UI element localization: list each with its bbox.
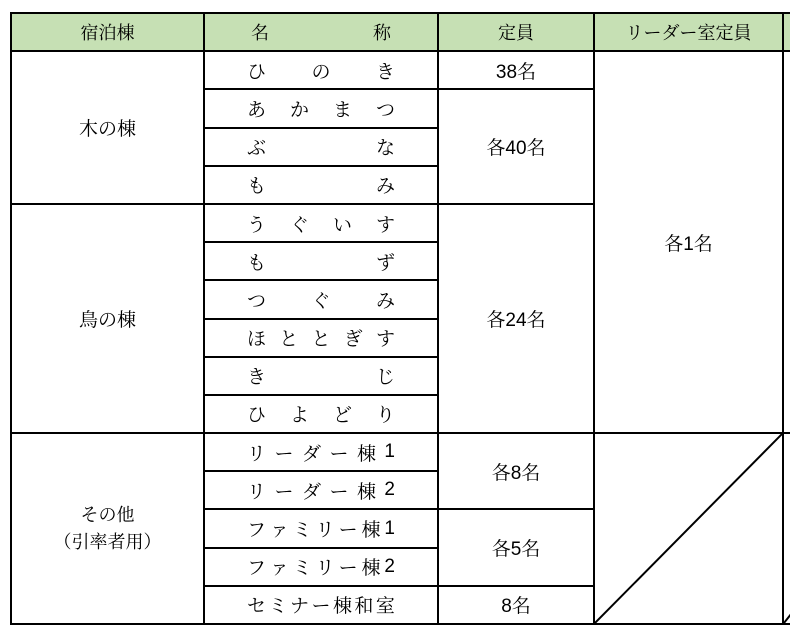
building-bird-cell: 鳥の棟 (11, 204, 204, 433)
header-name-text: 名 称 (251, 23, 391, 44)
header-row (11, 13, 790, 51)
building-other-cell (11, 433, 204, 624)
capacity-cell-family-bldgs: 各5名 (438, 509, 594, 585)
room-name-cell (204, 357, 438, 395)
room-name-leader1: リ ー ダ ー 棟 1 (247, 441, 395, 465)
room-name-family2: フ ァ ミ リ ー 棟 2 (247, 555, 395, 580)
building-other-label (12, 502, 203, 554)
room-name-cell (204, 433, 438, 471)
room-name-cell (204, 128, 438, 166)
capacity-cell-seminar: 8名 (438, 586, 594, 624)
room-name-kiji: き じ (247, 367, 395, 389)
header-leader-room-capacity: リーダー室定員 (594, 13, 783, 51)
room-name-cell (204, 204, 438, 242)
table-row (11, 51, 790, 89)
cropped-next-column-empty-cell (783, 433, 790, 624)
capacity-cell-hinoki: 38名 (438, 51, 594, 89)
diagonal-slash-icon (595, 434, 782, 623)
room-name-momi: も み (247, 176, 395, 198)
cropped-next-column-header (783, 13, 790, 51)
room-name-cell (204, 471, 438, 509)
room-name-hototogisu: ほ と と ぎ す (247, 329, 395, 351)
capacity-cell-leader-bldgs: 各8名 (438, 433, 594, 509)
table-row (11, 433, 790, 471)
room-name-akamatsu: あ か ま つ (247, 99, 395, 121)
room-name-cell (204, 51, 438, 89)
building-other-line2: （引率者用） (53, 531, 162, 552)
room-name-leader2: リ ー ダ ー 棟 2 (247, 479, 395, 503)
room-name-cell (204, 509, 438, 547)
room-name-cell (204, 319, 438, 357)
room-name-uguisu: う ぐ い す (247, 214, 395, 236)
header-building: 宿泊棟 (11, 13, 204, 51)
room-name-cell (204, 166, 438, 204)
room-name-cell (204, 586, 438, 624)
room-name-family1: フ ァ ミ リ ー 棟 1 (247, 517, 395, 542)
header-capacity: 定員 (438, 13, 594, 51)
room-name-cell (204, 395, 438, 433)
leader-room-capacity-empty-cell (594, 433, 783, 624)
accommodation-table (10, 12, 790, 625)
diagonal-slash-stub-icon (784, 434, 790, 623)
building-wood-cell: 木の棟 (11, 51, 204, 204)
room-name-hinoki: ひ の き (247, 61, 395, 83)
cropped-next-column-body (783, 51, 790, 433)
capacity-cell-wood-others: 各40名 (438, 89, 594, 204)
room-name-hiyodori: ひ よ ど り (247, 405, 395, 427)
room-name-cell (204, 89, 438, 127)
room-name-seminar: セ ミ ナ ー 棟 和 室 (247, 596, 395, 618)
room-name-buna: ぶ な (247, 138, 395, 160)
capacity-cell-bird-all: 各24名 (438, 204, 594, 433)
room-name-tsugumi: つ ぐ み (247, 290, 395, 312)
building-other-line1: その他 (80, 505, 135, 526)
room-name-cell (204, 280, 438, 318)
room-name-cell (204, 548, 438, 586)
room-name-cell (204, 242, 438, 280)
header-name (204, 13, 438, 51)
leader-room-capacity-cell: 各1名 (594, 51, 783, 433)
room-name-mozu: も ず (247, 252, 395, 274)
